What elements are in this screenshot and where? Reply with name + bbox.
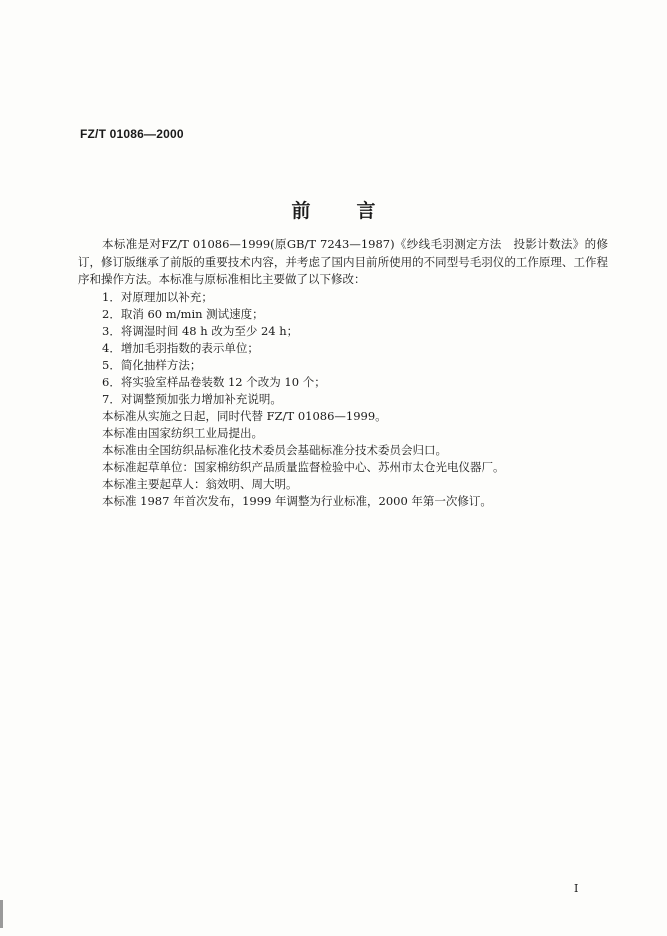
change-item-3: 3．将调湿时间 48 h 改为至少 24 h；: [102, 323, 299, 338]
change-item-5: 5．简化抽样方法；: [102, 357, 202, 372]
change-item-2: 2．取消 60 m/min 测试速度；: [102, 306, 264, 321]
replacement-statement: 本标准从实施之日起，同时代替 FZ/T 01086—1999。: [102, 408, 387, 423]
change-item-4: 4．增加毛羽指数的表示单位；: [102, 340, 259, 355]
document-code: FZ/T 01086—2000: [80, 127, 184, 141]
change-item-7: 7．对调整预加张力增加补充说明。: [102, 391, 282, 406]
history-statement: 本标准 1987 年首次发布，1999 年调整为行业标准，2000 年第一次修订。: [102, 493, 492, 508]
committee-statement: 本标准由全国纺织品标准化技术委员会基础标准分技术委员会归口。: [102, 442, 447, 457]
change-item-6: 6．将实验室样品卷装数 12 个改为 10 个；: [102, 374, 326, 389]
intro-paragraph: 本标准是对FZ/T 01086—1999(原GB/T 7243—1987)《纱线毛羽测定方法 投影计数法》的修订，修订版继承了前版的重要技术内容，并考虑了国内目前所使用的不同型号毛羽仪的工作原理、工作程序和操作方法。本标准与原标准相比主要做了以下修改：: [78, 237, 608, 286]
change-item-1: 1．对原理加以补充；: [102, 289, 213, 304]
drafters-statement: 本标准主要起草人：翁效明、周大明。: [102, 476, 298, 491]
drafting-units-statement: 本标准起草单位：国家棉纺织产品质量监督检验中心、苏州市太仓光电仪器厂。: [102, 459, 505, 474]
page-number: I: [574, 882, 579, 895]
foreword-body: [78, 236, 608, 510]
scan-edge-mark: [0, 900, 3, 928]
proposer-statement: 本标准由国家纺织工业局提出。: [102, 425, 263, 440]
page-title: 前言: [291, 200, 422, 222]
